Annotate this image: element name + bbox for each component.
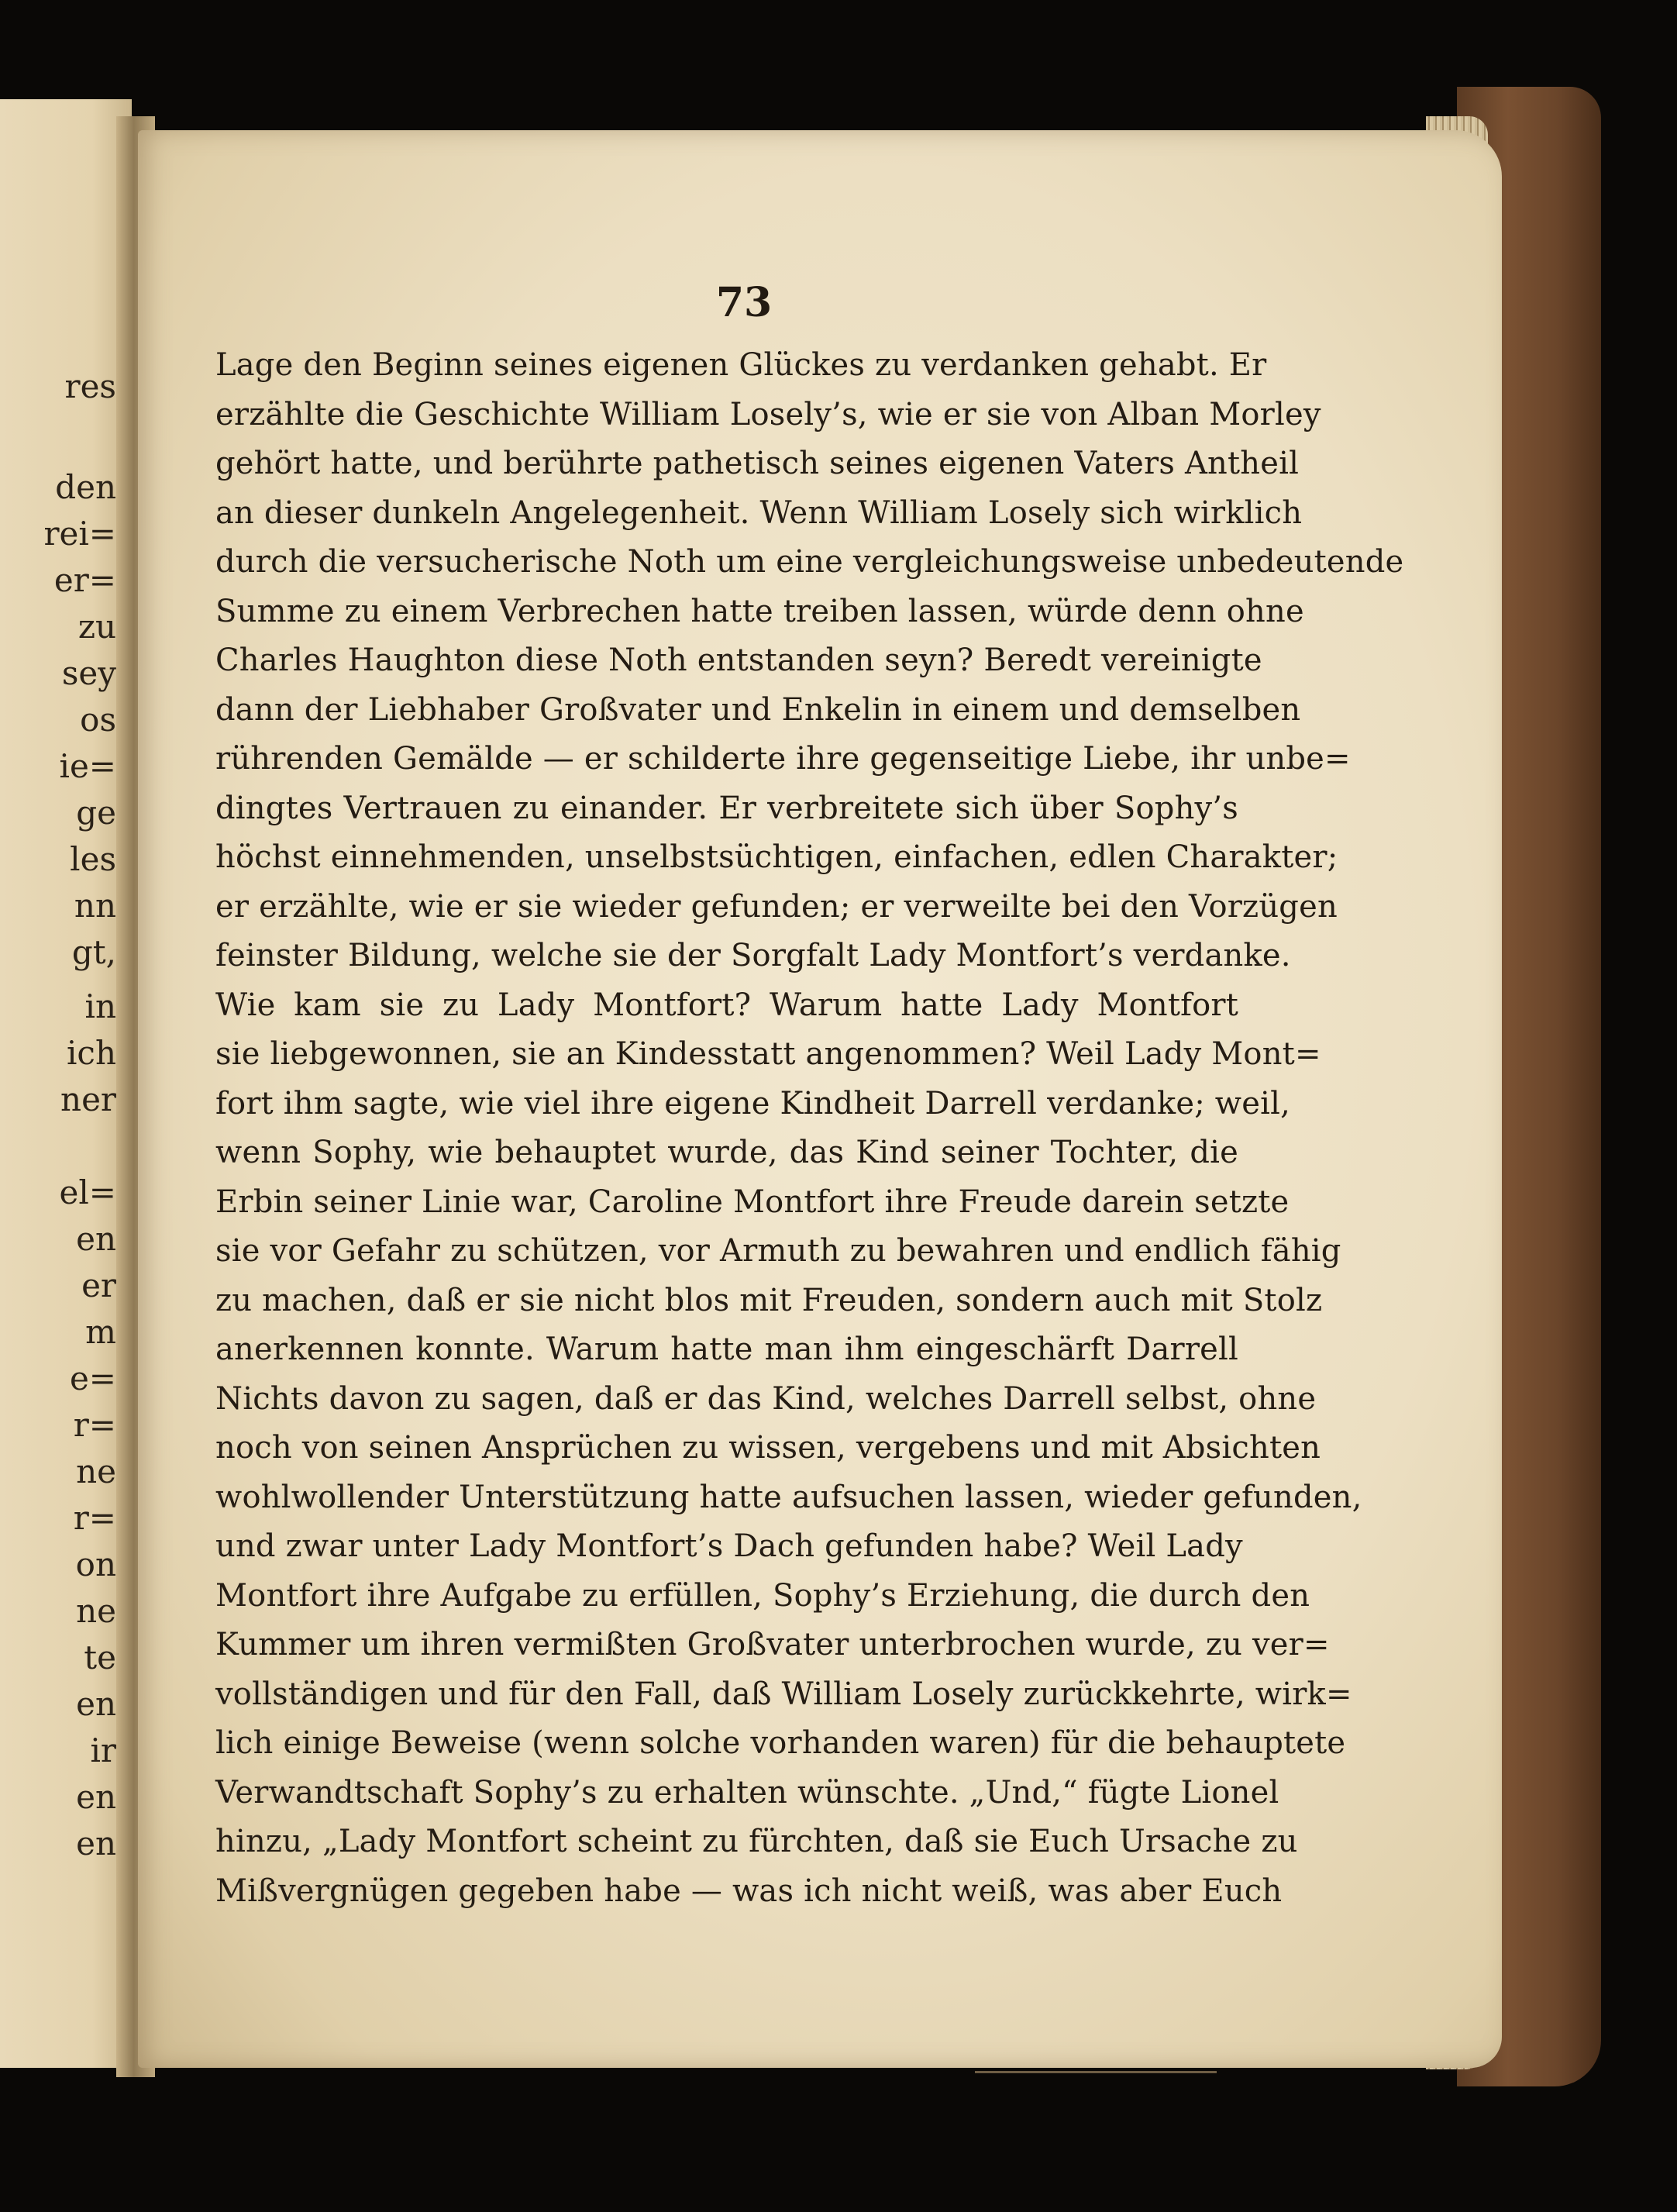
left-page-fragment: ge (76, 794, 116, 832)
left-page-fragment: zu (77, 608, 116, 646)
text-line: höchst einnehmenden, unselbstsüchtigen, einfachen, edlen Charakter; (215, 839, 1338, 875)
left-page-fragment: les (70, 840, 116, 878)
left-page-fragment: r= (73, 1406, 116, 1444)
left-page-fragment: r= (73, 1499, 116, 1537)
left-page-fragment: en (76, 1778, 116, 1816)
left-page-fragment: en (76, 1685, 116, 1723)
text-line: wohlwollender Unterstützung hatte aufsuchen lassen, wieder gefunden, (215, 1479, 1362, 1515)
left-page-fragment: el= (59, 1173, 116, 1211)
text-line: dingtes Vertrauen zu einander. Er verbreitete sich über Sophy’s (215, 790, 1238, 826)
text-line: durch die versucherische Noth um eine vergleichungsweise unbedeutende (215, 544, 1404, 580)
text-line: Verwandtschaft Sophy’s zu erhalten wünschte. „Und,“ fügte Lionel (215, 1774, 1279, 1811)
left-page-fragment: in (84, 987, 116, 1025)
text-line: lich einige Beweise (wenn solche vorhanden waren) für die behauptete (215, 1725, 1346, 1761)
left-page-fragment: te (84, 1638, 116, 1676)
left-page-fragment: os (80, 701, 116, 739)
text-line: feinster Bildung, welche sie der Sorgfalt Lady Montfort’s verdanke. (215, 938, 1291, 973)
text-line: noch von seinen Ansprüchen zu wissen, vergebens und mit Absichten (215, 1430, 1321, 1466)
footer-rule (975, 2071, 1217, 2073)
left-page (0, 99, 132, 2068)
text-line: hinzu, „Lady Montfort scheint zu fürchten, daß sie Euch Ursache zu (215, 1824, 1298, 1859)
left-page-fragment: ne (76, 1452, 116, 1490)
text-line: dann der Liebhaber Großvater und Enkelin in einem und demselben (215, 691, 1301, 728)
left-page-fragment: res (64, 367, 116, 405)
left-page-fragment: ich (66, 1034, 116, 1072)
left-page-fragment: ir (90, 1731, 116, 1769)
left-page-fragment: gt, (71, 933, 116, 971)
left-page-fragment: en (76, 1220, 116, 1258)
left-page-fragment: ne (76, 1592, 116, 1630)
left-page-fragment: ie= (59, 747, 116, 785)
text-line: erzählte die Geschichte William Losely’s, wie er sie von Alban Morley (215, 396, 1321, 432)
left-page-fragment: nn (74, 887, 116, 925)
text-line: rührenden Gemälde — er schilderte ihre gegenseitige Liebe, ihr unbe= (215, 741, 1351, 777)
left-page-fragment: den (55, 468, 116, 506)
text-line: zu machen, daß er sie nicht blos mit Freuden, sondern auch mit Stolz (215, 1282, 1323, 1318)
left-page-fragment: er (81, 1266, 116, 1304)
left-page-fragment: m (85, 1313, 116, 1351)
left-page-fragment: ner (60, 1080, 116, 1118)
left-page-fragment: sey (61, 654, 116, 692)
text-line: Erbin seiner Linie war, Caroline Montfort ihre Freude darein setzte (215, 1184, 1290, 1220)
text-line: Wie kam sie zu Lady Montfort? Warum hatte Lady Montfort (215, 987, 1238, 1023)
text-line: Kummer um ihren vermißten Großvater unterbrochen wurde, zu ver= (215, 1627, 1330, 1662)
text-line: Charles Haughton diese Noth entstanden seyn? Beredt vereinigte (215, 643, 1262, 678)
text-line: Summe zu einem Verbrechen hatte treiben lassen, würde denn ohne (215, 593, 1304, 629)
text-line: anerkennen konnte. Warum hatte man ihm eingeschärft Darrell (215, 1332, 1238, 1367)
text-line: vollständigen und für den Fall, daß William Losely zurückkehrte, wirk= (215, 1676, 1352, 1712)
text-line: er erzählte, wie er sie wieder gefunden; er verweilte bei den Vorzügen (215, 888, 1338, 925)
text-line: wenn Sophy, wie behauptet wurde, das Kind seiner Tochter, die (215, 1135, 1238, 1170)
text-line: fort ihm sagte, wie viel ihre eigene Kindheit Darrell verdanke; weil, (215, 1085, 1291, 1122)
text-line: Nichts davon zu sagen, daß er das Kind, welches Darrell selbst, ohne (215, 1380, 1317, 1417)
text-line: gehört hatte, und berührte pathetisch seines eigenen Vaters Antheil (215, 446, 1300, 481)
left-page-fragment: rei= (43, 515, 116, 553)
left-page-fragment: en (76, 1824, 116, 1862)
left-page-fragment: e= (69, 1359, 116, 1397)
left-page-fragment: er= (53, 561, 116, 599)
text-line: sie liebgewonnen, sie an Kindesstatt angenommen? Weil Lady Mont= (215, 1036, 1321, 1072)
text-line: an dieser dunkeln Angelegenheit. Wenn William Losely sich wirklich (215, 494, 1303, 531)
text-line: Montfort ihre Aufgabe zu erfüllen, Sophy’s Erziehung, die durch den (215, 1577, 1310, 1614)
text-line: Lage den Beginn seines eigenen Glückes zu verdanken gehabt. Er (215, 347, 1267, 383)
text-line: Mißvergnügen gegeben habe — was ich nicht weiß, was aber Euch (215, 1873, 1283, 1909)
page-number: 73 (715, 279, 773, 326)
text-line: und zwar unter Lady Montfort’s Dach gefunden habe? Weil Lady (215, 1528, 1243, 1564)
text-line: sie vor Gefahr zu schützen, vor Armuth zu bewahren und endlich fähig (215, 1233, 1341, 1269)
left-page-fragment: on (75, 1545, 116, 1583)
